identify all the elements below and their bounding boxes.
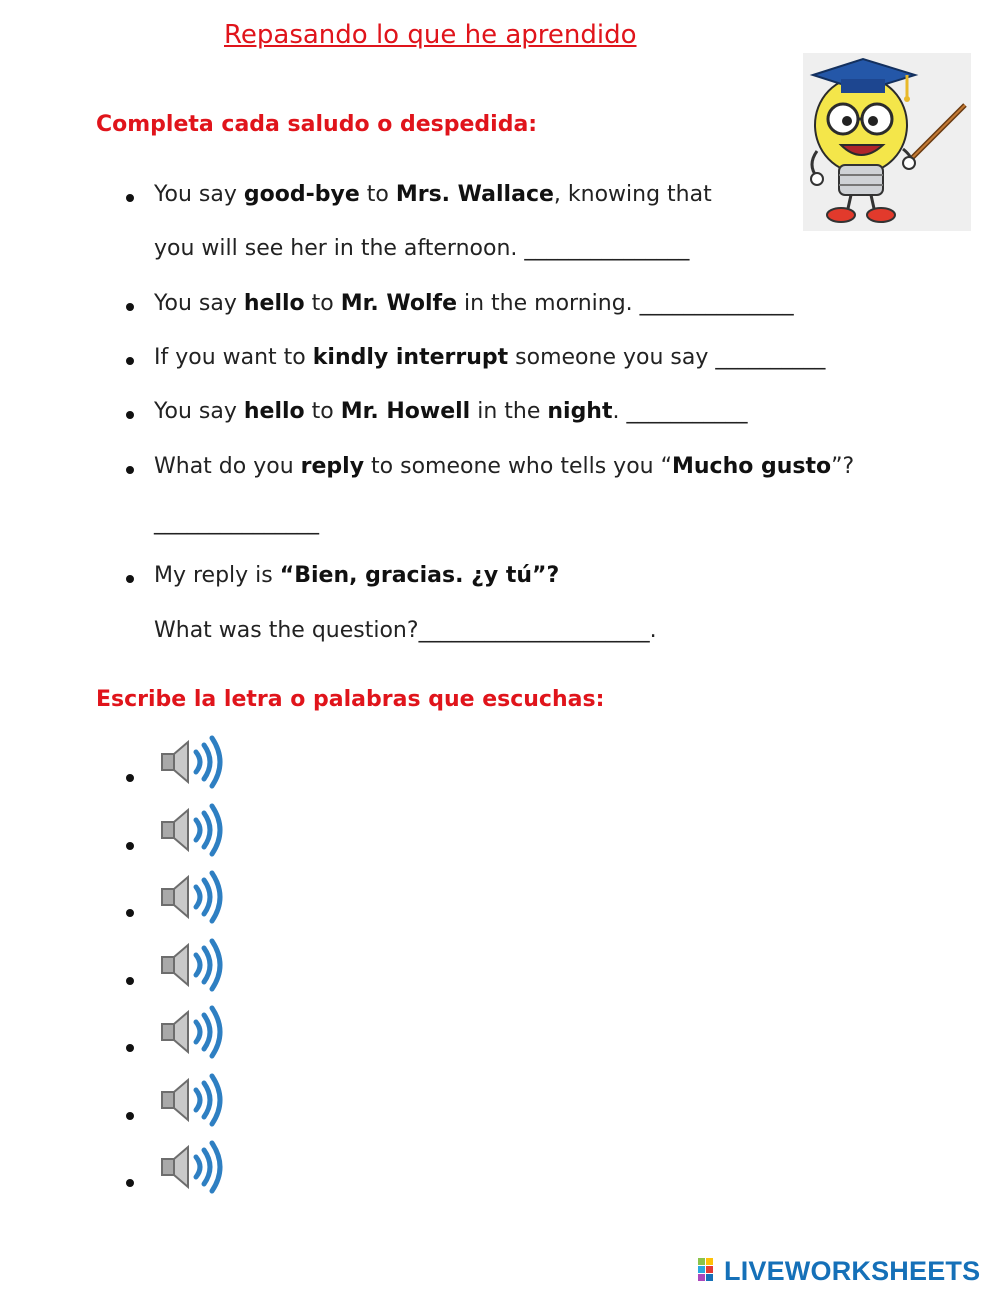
brand-name: LIVEWORKSHEETS <box>724 1255 981 1286</box>
mascot-image <box>803 53 971 231</box>
text-segment: in the morning. <box>457 291 640 316</box>
bullet <box>126 1044 134 1052</box>
question-6-line-1 <box>154 563 559 588</box>
bullet <box>126 357 134 365</box>
audio-play-button[interactable] <box>158 1072 230 1128</box>
keyword: kindly interrupt <box>312 345 509 370</box>
bullet <box>126 303 134 311</box>
bullet <box>126 194 134 202</box>
text-segment: to someone who tells you “ <box>364 454 672 479</box>
liveworksheets-logo <box>698 1254 980 1288</box>
keyword: night <box>547 399 613 424</box>
speaker-icon <box>158 1072 230 1128</box>
bullet <box>126 411 134 419</box>
keyword: reply <box>300 454 365 479</box>
text-segment: What do you <box>154 454 301 479</box>
question-5-line-2 <box>154 510 319 535</box>
answer-blank[interactable]: __________ <box>715 345 826 370</box>
answer-blank[interactable]: _____________________ <box>418 618 650 643</box>
question-2-line-1 <box>154 291 794 316</box>
text-segment: You say <box>154 399 244 424</box>
text-segment: You say <box>154 291 244 316</box>
text-segment: My reply is <box>154 563 280 588</box>
answer-blank[interactable]: _______________ <box>154 510 319 535</box>
keyword: Mucho gusto <box>671 454 832 479</box>
speaker-icon <box>158 734 230 790</box>
keyword: hello <box>243 291 305 316</box>
audio-play-button[interactable] <box>158 1139 230 1195</box>
section-heading-greetings: Completa cada saludo o despedida: <box>96 112 538 137</box>
audio-play-button[interactable] <box>158 869 230 925</box>
bullet <box>126 575 134 583</box>
answer-blank[interactable]: ___________ <box>626 399 748 424</box>
answer-blank[interactable]: ______________ <box>639 291 794 316</box>
answer-blank[interactable]: _______________ <box>524 236 690 261</box>
keyword: Mr. Howell <box>340 399 471 424</box>
speaker-icon <box>158 937 230 993</box>
speaker-icon <box>158 1139 230 1195</box>
question-5-line-1 <box>154 454 854 479</box>
speaker-icon <box>158 869 230 925</box>
bullet <box>126 1179 134 1187</box>
text-segment: If you want to <box>154 345 313 370</box>
text-segment: someone you say <box>508 345 716 370</box>
text-segment: What was the question? <box>154 618 419 643</box>
section-heading-listening: Escribe la letra o palabras que escuchas: <box>96 687 605 712</box>
question-3-line-1 <box>154 345 825 370</box>
bullet <box>126 977 134 985</box>
text-segment: . <box>612 399 627 424</box>
audio-play-button[interactable] <box>158 734 230 790</box>
keyword: “Bien, gracias. ¿y tú”? <box>279 563 560 588</box>
page-title: Repasando lo que he aprendido <box>224 20 637 50</box>
bullet <box>126 774 134 782</box>
text-segment: you will see her in the afternoon. <box>154 236 525 261</box>
liveworksheets-logo-icon <box>698 1258 722 1284</box>
text-segment: ”? <box>831 454 855 479</box>
text-segment: in the <box>470 399 548 424</box>
text-segment: , knowing that <box>553 182 712 207</box>
text-segment: . <box>649 618 657 643</box>
text-segment: to <box>359 182 396 207</box>
audio-play-button[interactable] <box>158 1004 230 1060</box>
text-segment: You say <box>154 182 244 207</box>
keyword: Mr. Wolfe <box>340 291 457 316</box>
keyword: hello <box>243 399 305 424</box>
speaker-icon <box>158 802 230 858</box>
bullet <box>126 909 134 917</box>
question-4-line-1 <box>154 399 748 424</box>
question-6-line-2 <box>154 618 657 643</box>
text-segment: to <box>304 291 341 316</box>
question-1-line-1 <box>154 182 712 207</box>
audio-play-button[interactable] <box>158 937 230 993</box>
text-segment: to <box>304 399 341 424</box>
question-1-line-2 <box>154 236 689 261</box>
bullet <box>126 842 134 850</box>
keyword: good-bye <box>243 182 360 207</box>
bullet <box>126 1112 134 1120</box>
speaker-icon <box>158 1004 230 1060</box>
keyword: Mrs. Wallace <box>395 182 554 207</box>
lightbulb-teacher-icon <box>803 53 971 231</box>
audio-play-button[interactable] <box>158 802 230 858</box>
bullet <box>126 466 134 474</box>
